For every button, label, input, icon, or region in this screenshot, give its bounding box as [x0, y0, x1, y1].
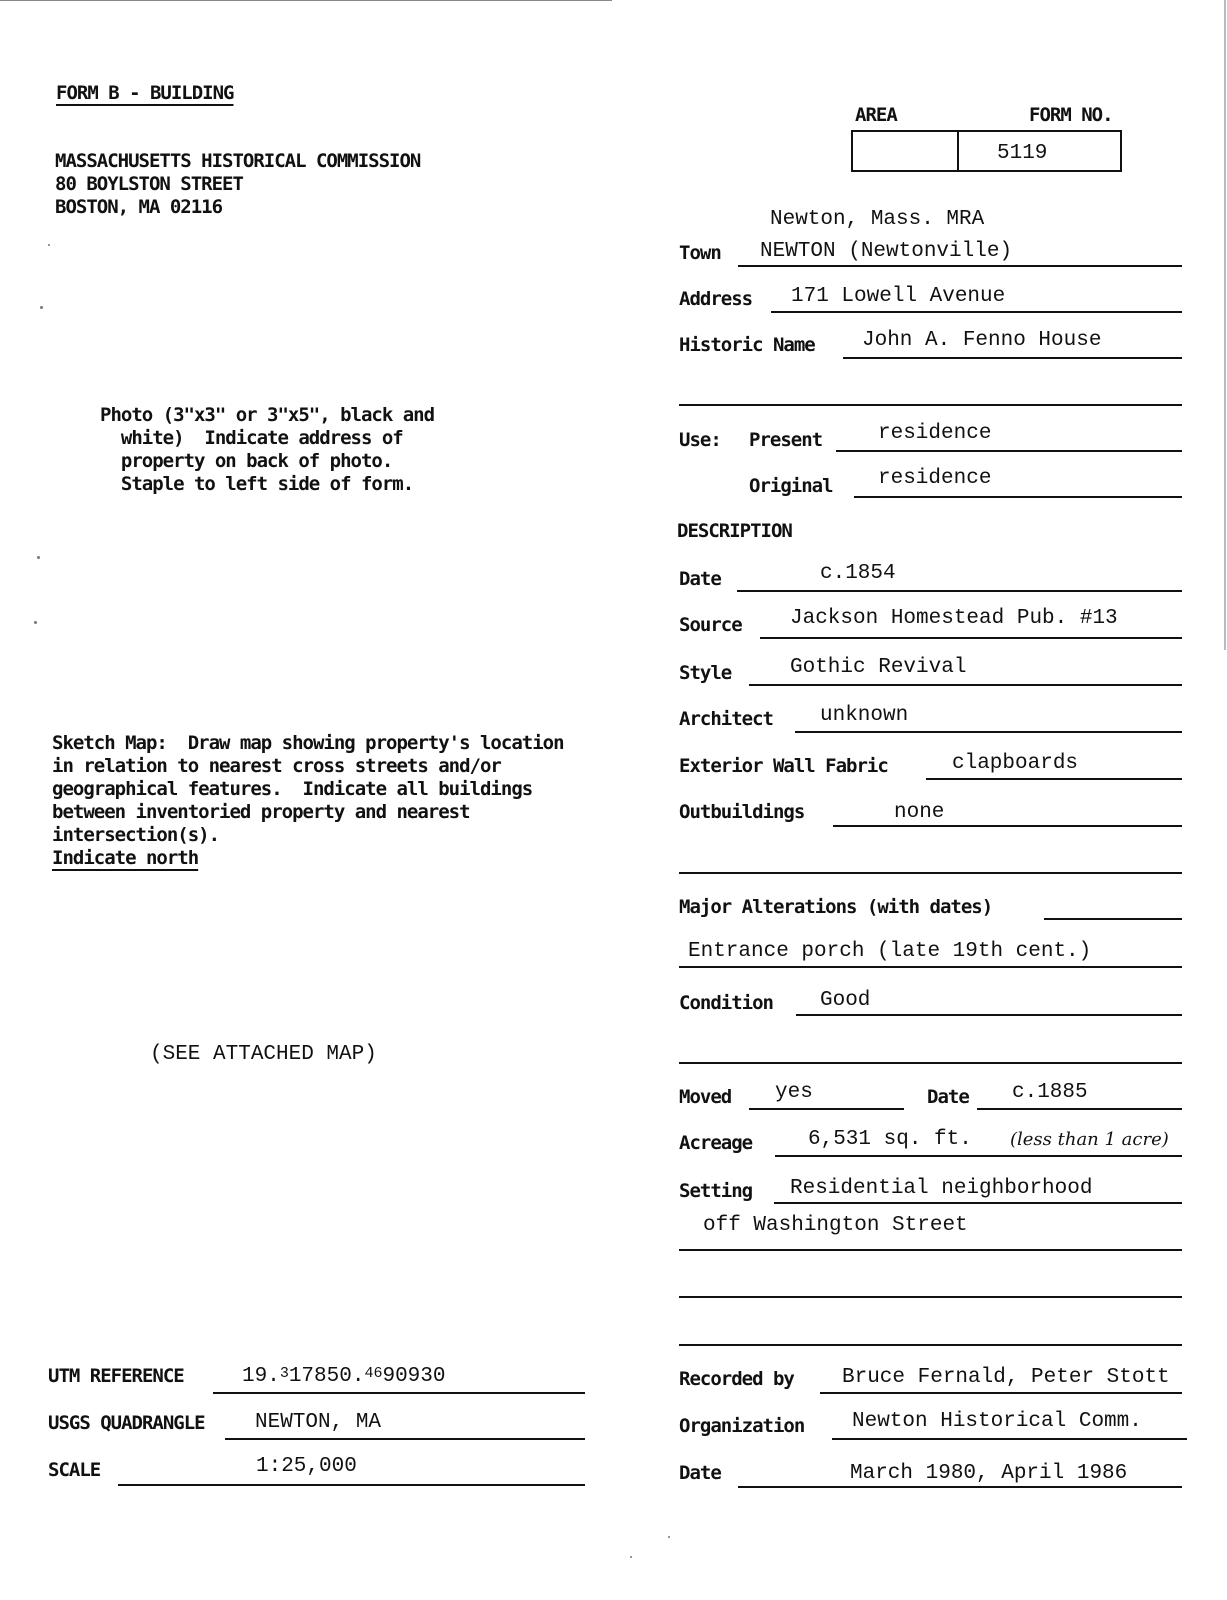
- utm-northing: 90930: [382, 1365, 446, 1388]
- utm-northing-prefix: 46: [364, 1365, 383, 1382]
- recorded-by-label: Recorded by: [679, 1368, 794, 1390]
- scan-speck: [48, 244, 50, 246]
- alterations-label: Major Alterations (with dates): [679, 896, 993, 918]
- area-label: AREA: [855, 104, 897, 126]
- moved-date-line: [977, 1108, 1182, 1110]
- architect-label: Architect: [679, 708, 773, 730]
- date-value: c.1854: [820, 562, 896, 585]
- commission-name: MASSACHUSETTS HISTORICAL COMMISSION: [55, 150, 421, 172]
- address-label: Address: [679, 288, 753, 310]
- architect-value: unknown: [820, 704, 909, 727]
- original-line: [854, 496, 1182, 498]
- address-value: 171 Lowell Avenue: [791, 285, 1006, 308]
- original-label: Original: [749, 475, 833, 497]
- quadrangle-label: USGS QUADRANGLE: [48, 1412, 205, 1434]
- scan-speck: [34, 621, 37, 624]
- date-label: Date: [679, 568, 721, 590]
- moved-value: yes: [775, 1081, 813, 1104]
- acreage-line: [775, 1155, 1182, 1157]
- area-box: [851, 130, 959, 172]
- condition-label: Condition: [679, 992, 773, 1014]
- condition-line-2: [679, 1062, 1182, 1064]
- utm-line: [213, 1392, 585, 1394]
- photo-instructions-line-4: Staple to left side of form.: [100, 473, 414, 495]
- organization-value: Newton Historical Comm.: [852, 1410, 1142, 1433]
- quadrangle-line: [225, 1438, 585, 1440]
- scan-speck: [668, 1536, 670, 1538]
- condition-value: Good: [820, 989, 871, 1012]
- setting-value-line-2: off Washington Street: [703, 1214, 968, 1237]
- top-rule: [0, 0, 612, 1]
- alterations-line: [1044, 918, 1182, 920]
- recorded-by-line: [820, 1392, 1182, 1394]
- wall-fabric-line: [926, 778, 1182, 780]
- commission-city: BOSTON, MA 02116: [55, 196, 223, 218]
- town-value: NEWTON (Newtonville): [760, 240, 1013, 263]
- sketch-instructions-line-2: in relation to nearest cross streets and/or: [52, 755, 501, 777]
- sketch-instructions-line-4: between inventoried property and nearest: [52, 801, 470, 823]
- setting-line: [774, 1202, 1182, 1204]
- date-line: [737, 590, 1182, 592]
- historic-name-value: John A. Fenno House: [862, 329, 1102, 352]
- photo-instructions-line-1: Photo (3"x3" or 3"x5", black and: [100, 404, 435, 426]
- scan-speck: [630, 1556, 632, 1558]
- setting-value-line-1: Residential neighborhood: [790, 1177, 1093, 1200]
- utm-value: [242, 1366, 445, 1387]
- setting-label: Setting: [679, 1180, 753, 1202]
- mra-note: Newton, Mass. MRA: [770, 208, 985, 231]
- sketch-instructions-line-1: Sketch Map: Draw map showing property's location: [52, 732, 564, 754]
- indicate-north: Indicate north: [52, 847, 199, 869]
- blank-line-1: [679, 1296, 1182, 1298]
- historic-name-line-2: [679, 404, 1182, 406]
- original-value: residence: [878, 467, 992, 490]
- form-no-label: FORM NO.: [1029, 104, 1113, 126]
- source-value: Jackson Homestead Pub. #13: [790, 607, 1118, 630]
- sketch-instructions-line-5: intersection(s).: [52, 824, 220, 846]
- scan-speck: [37, 556, 40, 559]
- present-value: residence: [878, 422, 992, 445]
- historic-name-line: [843, 357, 1182, 359]
- organization-line: [832, 1438, 1187, 1440]
- photo-instructions-line-3: property on back of photo.: [100, 450, 393, 472]
- acreage-label: Acreage: [679, 1132, 753, 1154]
- utm-easting: 17850.: [288, 1365, 365, 1388]
- moved-date-value: c.1885: [1012, 1081, 1088, 1104]
- wall-fabric-value: clapboards: [952, 752, 1079, 775]
- blank-line-2: [679, 1344, 1182, 1346]
- description-label: DESCRIPTION: [677, 520, 792, 542]
- historic-name-label: Historic Name: [679, 334, 815, 356]
- alterations-value: Entrance porch (late 19th cent.): [688, 940, 1092, 963]
- wall-fabric-label: Exterior Wall Fabric: [679, 755, 888, 777]
- source-line: [760, 637, 1182, 639]
- record-date-label: Date: [679, 1462, 721, 1484]
- style-line: [749, 684, 1182, 686]
- style-label: Style: [679, 662, 732, 684]
- scale-line: [118, 1484, 585, 1486]
- record-date-value: March 1980, April 1986: [850, 1462, 1128, 1485]
- commission-street: 80 BOYLSTON STREET: [55, 173, 243, 195]
- moved-label: Moved: [679, 1086, 732, 1108]
- outbuildings-line: [833, 825, 1182, 827]
- town-label: Town: [679, 242, 721, 264]
- utm-zone: 19.: [242, 1365, 280, 1388]
- moved-line: [749, 1108, 904, 1110]
- architect-line: [795, 731, 1182, 733]
- outbuildings-value: none: [894, 801, 945, 824]
- address-line: [771, 311, 1182, 313]
- right-edge-mark: [1224, 0, 1226, 650]
- source-label: Source: [679, 614, 742, 636]
- record-date-line: [738, 1486, 1182, 1488]
- utm-easting-prefix: 3: [279, 1365, 289, 1382]
- present-label: Present: [749, 429, 823, 451]
- quadrangle-value: NEWTON, MA: [255, 1411, 382, 1434]
- outbuildings-label: Outbuildings: [679, 801, 805, 823]
- alterations-line-2: [679, 966, 1182, 968]
- acreage-value: 6,531 sq. ft.: [808, 1128, 972, 1151]
- moved-date-label: Date: [927, 1086, 969, 1108]
- style-value: Gothic Revival: [790, 656, 967, 679]
- organization-label: Organization: [679, 1415, 805, 1437]
- outbuildings-line-2: [679, 872, 1182, 874]
- form-no-box: [957, 130, 1122, 172]
- condition-line: [796, 1014, 1182, 1016]
- scale-label: SCALE: [48, 1459, 101, 1481]
- present-line: [836, 450, 1182, 452]
- recorded-by-value: Bruce Fernald, Peter Stott: [842, 1366, 1170, 1389]
- utm-label: UTM REFERENCE: [48, 1365, 184, 1387]
- form-title: FORM B - BUILDING: [56, 82, 234, 104]
- setting-line-2: [679, 1249, 1182, 1251]
- scale-value: 1:25,000: [256, 1455, 357, 1478]
- acreage-note: (less than 1 acre): [1010, 1129, 1169, 1150]
- form-no-value: 5119: [997, 142, 1048, 165]
- sketch-instructions-line-3: geographical features. Indicate all buildings: [52, 778, 533, 800]
- scan-speck: [40, 306, 43, 309]
- photo-instructions-line-2: white) Indicate address of: [100, 427, 403, 449]
- town-line: [738, 265, 1182, 267]
- see-attached-map: (SEE ATTACHED MAP): [150, 1043, 377, 1066]
- use-label: Use:: [679, 429, 721, 451]
